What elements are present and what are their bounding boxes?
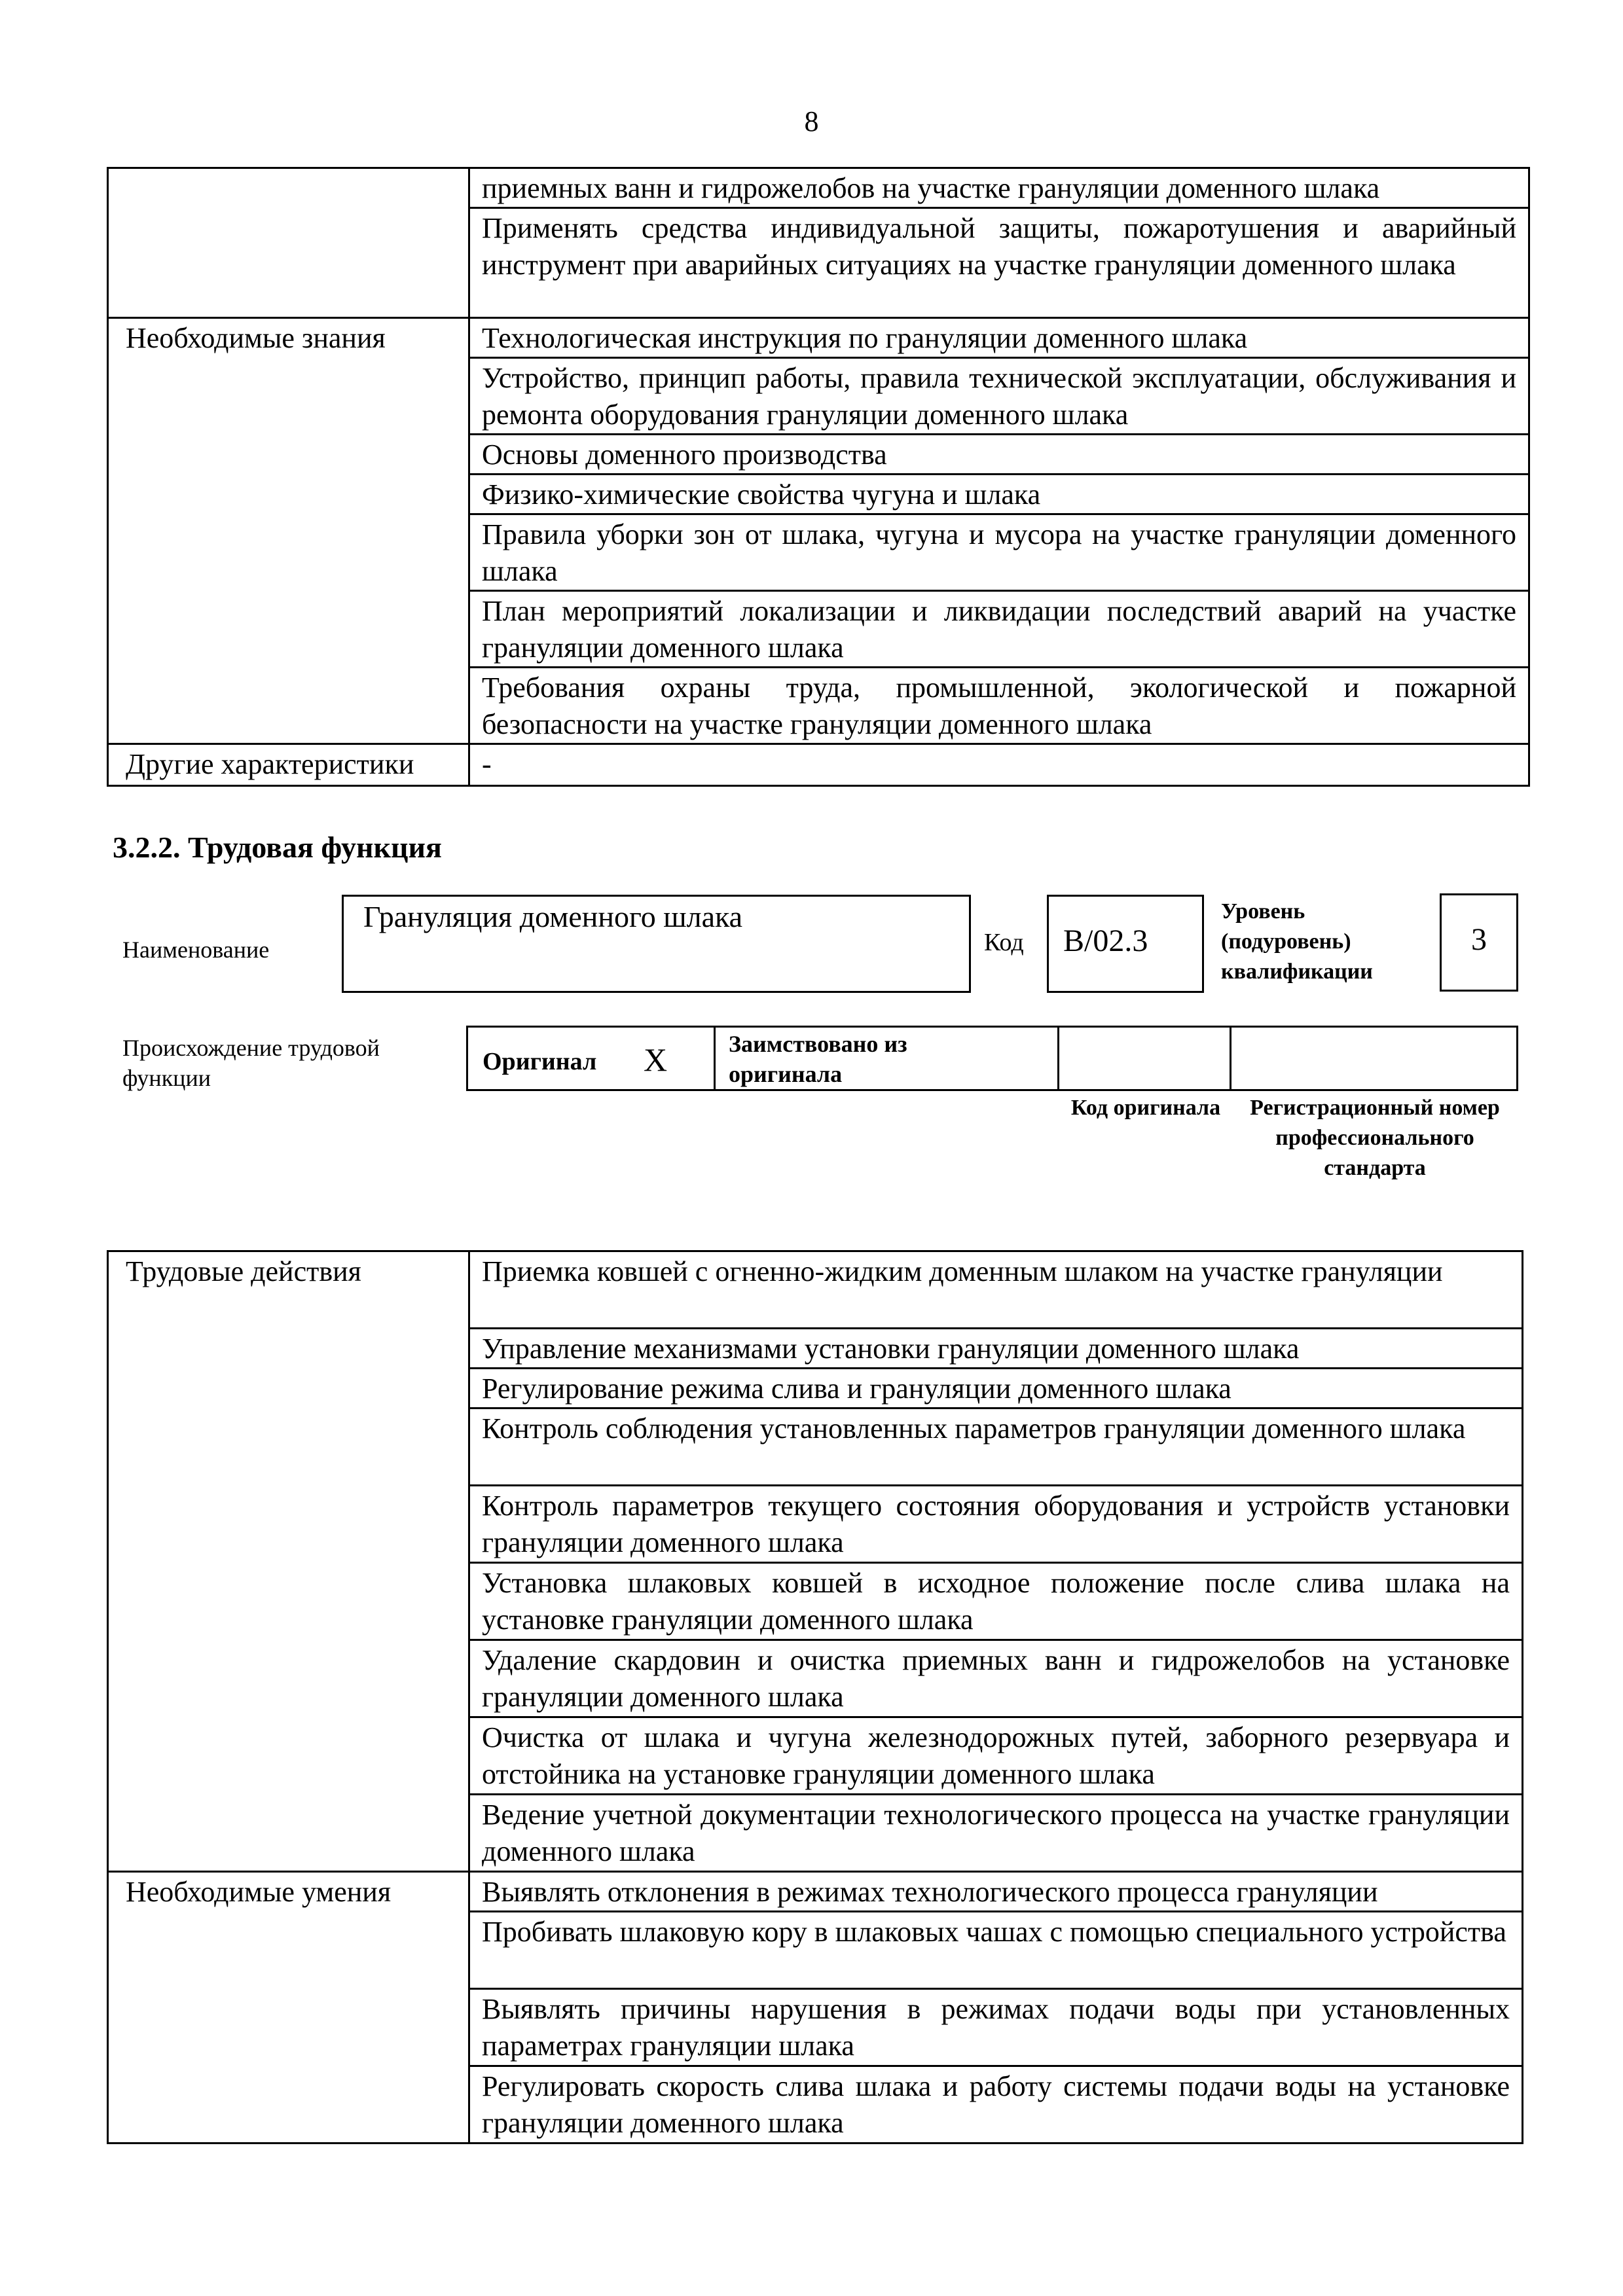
row-text: - bbox=[469, 744, 1529, 786]
name-label: Наименование bbox=[122, 937, 270, 963]
origin-reg-box bbox=[1230, 1026, 1518, 1091]
origin-original-mark: X bbox=[644, 1041, 668, 1078]
row-text: Установка шлаковых ковшей в исходное положение после слива шлака на установке грануляции доменного шлака bbox=[469, 1563, 1523, 1640]
bottom-table bbox=[107, 1250, 1523, 2144]
row-text: Управление механизмами установки грануляции доменного шлака bbox=[469, 1329, 1523, 1369]
table-row bbox=[108, 744, 1529, 786]
name-value: Грануляция доменного шлака bbox=[363, 900, 743, 933]
origin-borrowed-box bbox=[714, 1026, 1059, 1091]
row-text: Технологическая инструкция по грануляции доменного шлака bbox=[469, 318, 1529, 358]
origin-label: Происхождение трудовой функции bbox=[122, 1035, 380, 1091]
row-label-knowledge: Необходимые знания bbox=[108, 318, 469, 744]
row-text: Устройство, принцип работы, правила технической эксплуатации, обслуживания и ремонта оборудования грануляции доменного шлака bbox=[469, 358, 1529, 435]
level-value-box bbox=[1440, 893, 1518, 992]
top-table bbox=[107, 167, 1530, 787]
row-label-actions: Трудовые действия bbox=[108, 1251, 469, 1872]
row-text: Физико-химические свойства чугуна и шлака bbox=[469, 475, 1529, 514]
row-text: Выявлять причины нарушения в режимах подачи воды при установленных параметрах грануляции шлака bbox=[469, 1989, 1523, 2066]
row-text: Приемка ковшей с огненно-жидким доменным шлаком на участке грануляции bbox=[469, 1251, 1523, 1329]
origin-code-box bbox=[1057, 1026, 1231, 1091]
row-text: Пробивать шлаковую кору в шлаковых чашах с помощью специального устройства bbox=[469, 1912, 1523, 1989]
page-number: 8 bbox=[804, 105, 819, 137]
name-value-box bbox=[342, 895, 971, 993]
row-text: Ведение учетной документации технологического процесса на участке грануляции доменного шлака bbox=[469, 1795, 1523, 1872]
row-text: Очистка от шлака и чугуна железнодорожных путей, заборного резервуара и отстойника на установке грануляции доменного шлака bbox=[469, 1717, 1523, 1795]
table-row bbox=[108, 1251, 1523, 1329]
code-label: Код bbox=[984, 929, 1024, 956]
origin-original-box bbox=[466, 1026, 716, 1091]
row-label-skills: Необходимые умения bbox=[108, 1872, 469, 2144]
section-title: 3.2.2. Трудовая функция bbox=[113, 831, 442, 864]
row-text: Контроль соблюдения установленных параметров грануляции доменного шлака bbox=[469, 1408, 1523, 1486]
origin-original-label: Оригинал bbox=[483, 1048, 597, 1075]
origin-borrowed-label: Заимствовано из оригинала bbox=[729, 1031, 907, 1087]
row-text: Основы доменного производства bbox=[469, 435, 1529, 475]
row-text: Применять средства индивидуальной защиты, пожаротушения и аварийный инструмент при аварийных ситуациях на участке грануляции доменного шлака bbox=[469, 208, 1529, 318]
table-row bbox=[108, 318, 1529, 358]
row-text: Выявлять отклонения в режимах технологического процесса грануляции bbox=[469, 1872, 1523, 1912]
table-row bbox=[108, 168, 1529, 208]
row-text: Регулировать скорость слива шлака и работу системы подачи воды на установке грануляции доменного шлака bbox=[469, 2066, 1523, 2144]
level-label: Уровень (подуровень) квалификации bbox=[1221, 899, 1373, 984]
row-text: Регулирование режима слива и грануляции доменного шлака bbox=[469, 1369, 1523, 1408]
row-label bbox=[108, 168, 469, 318]
code-value: B/02.3 bbox=[1063, 924, 1148, 958]
row-label-other: Другие характеристики bbox=[108, 744, 469, 786]
row-text: Правила уборки зон от шлака, чугуна и мусора на участке грануляции доменного шлака bbox=[469, 514, 1529, 591]
level-value: 3 bbox=[1471, 922, 1487, 957]
row-text: Требования охраны труда, промышленной, экологической и пожарной безопасности на участке грануляции доменного шлака bbox=[469, 668, 1529, 744]
origin-code-caption: Код оригинала bbox=[1070, 1096, 1221, 1120]
code-value-box bbox=[1047, 895, 1204, 993]
row-text: приемных ванн и гидрожелобов на участке грануляции доменного шлака bbox=[469, 168, 1529, 208]
table-row bbox=[108, 1872, 1523, 1912]
row-text: Контроль параметров текущего состояния оборудования и устройств установки грануляции доменного шлака bbox=[469, 1486, 1523, 1563]
row-text: План мероприятий локализации и ликвидации последствий аварий на участке грануляции доменного шлака bbox=[469, 591, 1529, 668]
origin-reg-caption: Регистрационный номер профессионального стандарта bbox=[1250, 1096, 1500, 1180]
row-text: Удаление скардовин и очистка приемных ванн и гидрожелобов на установке грануляции доменного шлака bbox=[469, 1640, 1523, 1717]
